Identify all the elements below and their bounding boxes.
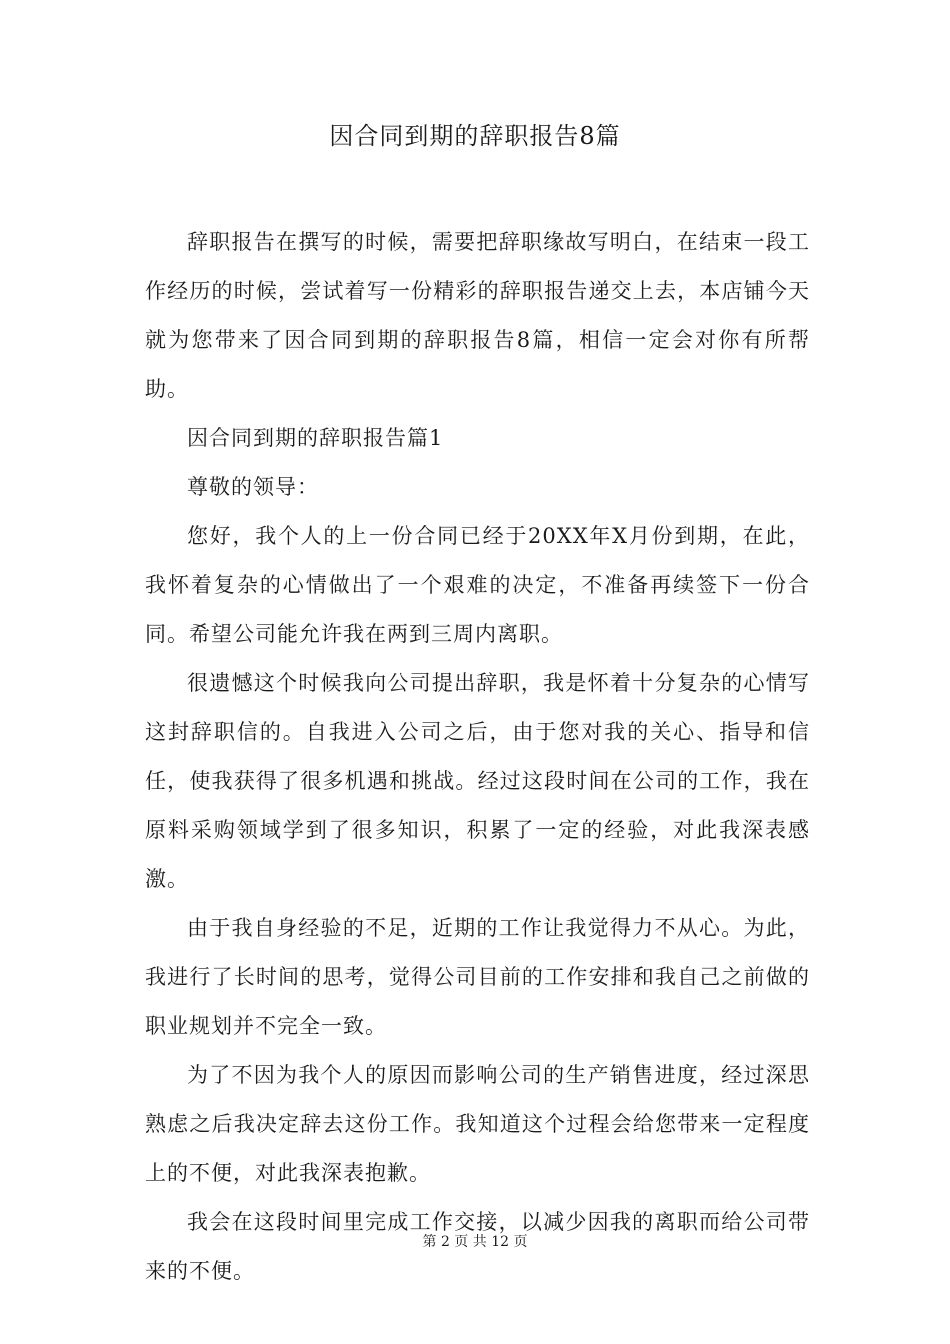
body-paragraph: 您好，我个人的上一份合同已经于20XX年X月份到期，在此，我怀着复杂的心情做出了一个艰难的决定，不准备再续签下一份合同。希望公司能允许我在两到三周内离职。 xyxy=(145,524,810,646)
page-title: 因合同到期的辞职报告8篇 xyxy=(329,122,621,150)
document-body xyxy=(145,218,810,1296)
intro-paragraph: 辞职报告在撰写的时候，需要把辞职缘故写明白，在结束一段工作经历的时候，尝试着写一份精彩的辞职报告递交上去，本店铺今天就为您带来了因合同到期的辞职报告8篇，相信一定会对你有所帮助。 xyxy=(145,230,810,401)
body-paragraph: 由于我自身经验的不足，近期的工作让我觉得力不从心。为此，我进行了长时间的思考，觉得公司目前的工作安排和我自己之前做的职业规划并不完全一致。 xyxy=(145,916,810,1038)
salutation: 尊敬的领导： xyxy=(187,475,319,499)
page-footer: 第 2 页 共 12 页 xyxy=(422,1234,528,1250)
body-paragraph: 很遗憾这个时候我向公司提出辞职，我是怀着十分复杂的心情写这封辞职信的。自我进入公司之后，由于您对我的关心、指导和信任，使我获得了很多机遇和挑战。经过这段时间在公司的工作，我在原料采购领域学到了很多知识，积累了一定的经验，对此我深表感激。 xyxy=(145,671,810,891)
section-heading: 因合同到期的辞职报告篇1 xyxy=(187,426,444,450)
body-paragraph: 为了不因为我个人的原因而影响公司的生产销售进度，经过深思熟虑之后我决定辞去这份工作。我知道这个过程会给您带来一定程度上的不便，对此我深表抱歉。 xyxy=(145,1063,810,1185)
body-paragraph: 我会在这段时间里完成工作交接，以减少因我的离职而给公司带来的不便。 xyxy=(145,1210,810,1283)
